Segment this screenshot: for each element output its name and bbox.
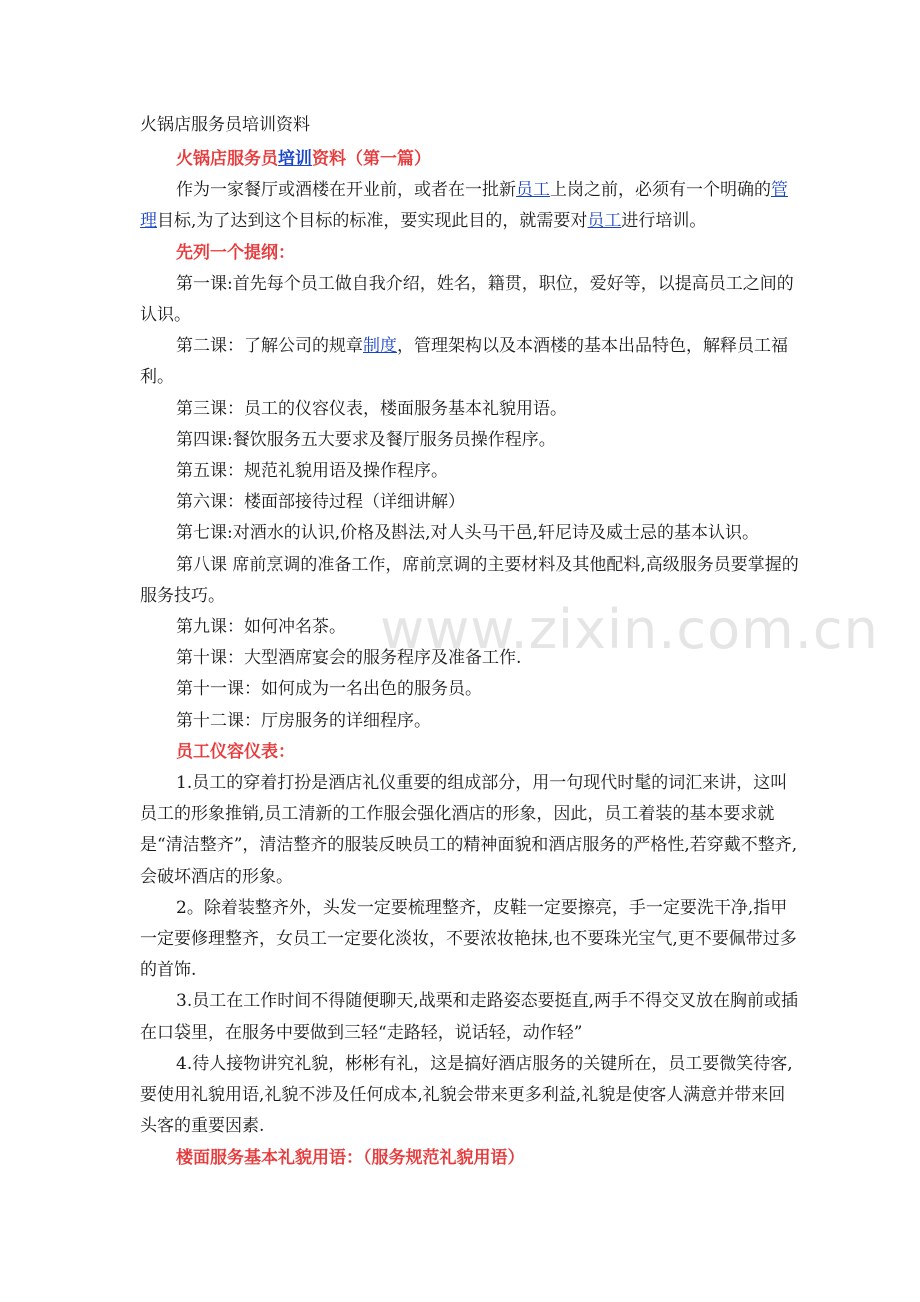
lesson-2-text-2: ，管理架构以及本酒楼的基本出品特色，解释员工福利。 <box>140 336 788 388</box>
management-link[interactable]: 管理 <box>140 180 788 232</box>
intro-text-2: 上岗之前，必须有一个明确的 <box>550 180 771 201</box>
service-heading: 楼面服务基本礼貌用语：（服务规范礼貌用语） <box>176 1147 525 1168</box>
section-heading-text-2: 资料（第一篇） <box>312 149 431 169</box>
intro-text-3: 目标,为了达到这个目标的标准，要实现此目的，就需要对 <box>157 211 588 232</box>
lesson-9: 第九课：如何冲名茶。 <box>176 617 346 638</box>
appearance-paragraph-3: 3.员工在工作时间不得随便聊天,战栗和走路姿态要挺直,两手不得交叉放在胸前或插在口袋里，在服务中要做到三轻“走路轻，说话轻，动作轻” <box>140 991 799 1043</box>
intro-text-4: 进行培训。 <box>621 211 707 232</box>
lesson-8: 第八课 席前烹调的准备工作，席前烹调的主要材料及其他配料,高级服务员要掌握的服务技巧。 <box>140 554 799 606</box>
watermark: www.zixin.com.cn <box>380 598 879 661</box>
lesson-12: 第十二课：厅房服务的详细程序。 <box>176 710 431 731</box>
lesson-11: 第十一课：如何成为一名出色的服务员。 <box>176 679 482 700</box>
lesson-2 <box>140 331 800 393</box>
lesson-4: 第四课:餐饮服务五大要求及餐厅服务员操作程序。 <box>176 429 556 450</box>
appearance-paragraph-1: 1.员工的穿着打扮是酒店礼仪重要的组成部分，用一句现代时髦的词汇来讲，这叫员工的形象推销,员工清新的工作服会强化酒店的形象，因此，员工着装的基本要求就是“清洁整齐”，清洁整齐的服装反映员工的精神面貌和酒店服务的严格性,若穿戴不整齐,会破坏酒店的形象。 <box>140 773 798 887</box>
intro-text-1: 作为一家餐厅或酒楼在开业前，或者在一批新 <box>176 180 516 201</box>
section-heading <box>140 144 800 175</box>
lesson-6: 第六课：楼面部接待过程（详细讲解） <box>176 492 465 513</box>
outline-heading: 先列一个提纲： <box>176 242 295 263</box>
lesson-7: 第七课:对酒水的认识,价格及斟法,对人头马干邑,轩尼诗及威士忌的基本认识。 <box>176 523 759 544</box>
employee-link[interactable]: 员工 <box>516 180 550 201</box>
policy-link[interactable]: 制度 <box>363 336 397 357</box>
lesson-3: 第三课：员工的仪容仪表，楼面服务基本礼貌用语。 <box>176 398 567 419</box>
appearance-paragraph-4: 4.待人接物讲究礼貌，彬彬有礼，这是搞好酒店服务的关键所在，员工要微笑待客,要使用礼貌用语,礼貌不涉及任何成本,礼貌会带来更多利益,礼貌是使客人满意并带来回头客的重要因素. <box>140 1053 793 1137</box>
document-body <box>140 144 800 1174</box>
lesson-2-text-1: 第二课：了解公司的规章 <box>176 336 363 357</box>
section-heading-text-1: 火锅店服务员 <box>176 149 278 169</box>
appearance-paragraph-2: 2。除着装整齐外，头发一定要梳理整齐，皮鞋一定要擦亮，手一定要洗干净,指甲一定要修理整齐，女员工一定要化淡妆，不要浓妆艳抹,也不要珠光宝气,更不要佩带过多的首饰. <box>140 897 797 981</box>
employee-link-2[interactable]: 员工 <box>587 211 622 232</box>
intro-paragraph <box>140 175 800 237</box>
lesson-10: 第十课：大型酒席宴会的服务程序及准备工作. <box>176 648 522 669</box>
training-link[interactable]: 培训 <box>278 149 312 169</box>
lesson-5: 第五课：规范礼貌用语及操作程序。 <box>176 461 448 482</box>
appearance-heading: 员工仪容仪表： <box>176 741 295 762</box>
document-title: 火锅店服务员培训资料 <box>140 115 310 135</box>
lesson-1: 第一课:首先每个员工做自我介绍，姓名，籍贯，职位，爱好等，以提高员工之间的认识。 <box>140 273 794 326</box>
